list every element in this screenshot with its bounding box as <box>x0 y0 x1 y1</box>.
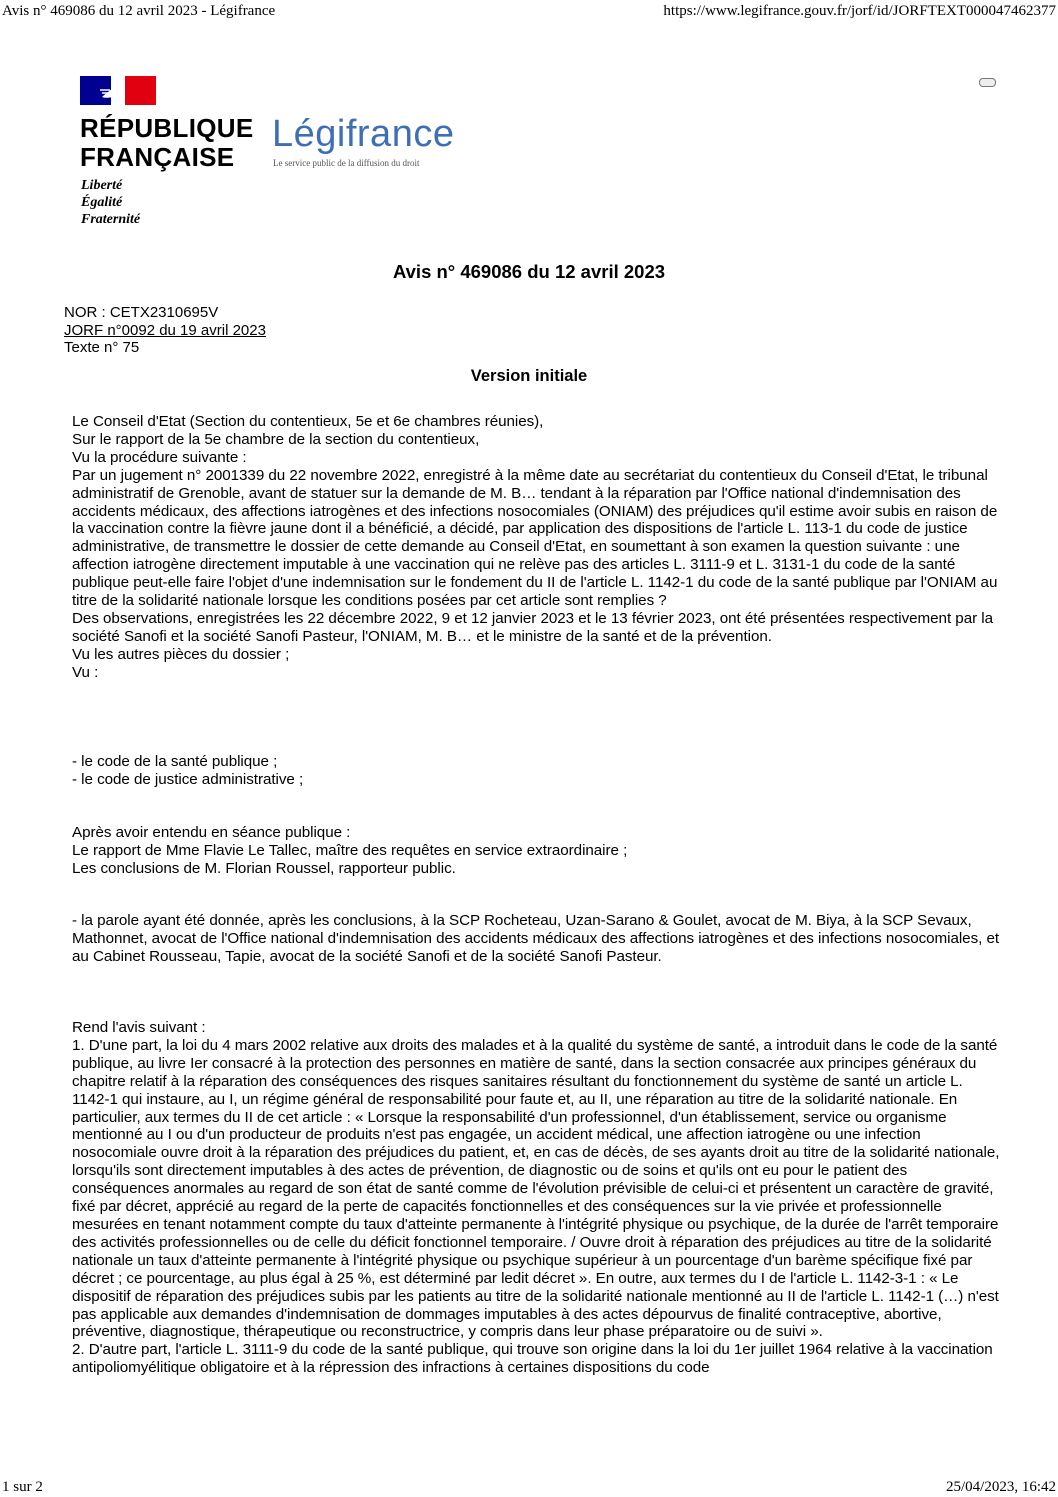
print-header-url[interactable]: https://www.legifrance.gouv.fr/jorf/id/JORFTEXT000047462377 <box>663 3 1056 19</box>
devise-liberte: Liberté <box>81 178 123 193</box>
devise-fraternite: Fraternité <box>81 212 141 227</box>
paragraph: Sur le rapport de la 5e chambre de la section du contentieux, <box>72 430 480 448</box>
section-parole <box>72 912 1002 966</box>
paragraph: Par un jugement n° 2001339 du 22 novembre 2022, enregistré à la même date au secrétariat du contentieux du Conseil d'Etat, le tribunal administratif de Grenoble, avant de statuer sur la demande de M. B… tendant à la réparation par l'Office national d'indemnisation des accidents médicaux, des affections iatrogènes et des infections nosocomiales (ONIAM) des préjudices qu'il estime avoir subis en raison de la vaccination contre la fièvre jaune dont il a bénéficié, a décidé, par application des dispositions de l'article L. 113-1 du code de justice administrative, de transmettre le dossier de cette demande au Conseil d'Etat, en soumettant à son examen la question suivante : une affection iatrogène directement imputable à une vaccination qui ne relève pas des articles L. 3111-9 et L. 3131-1 du code de la santé publique peut-elle faire l'objet d'une indemnisation sur le fondement du II de l'article L. 1142-1 du code de la santé publique par l'ONIAM au titre de la solidarité nationale lorsque les conditions posées par cet article sont remplies ? <box>72 466 998 610</box>
page-counter: 1 sur 2 <box>2 1479 43 1495</box>
paragraph: Vu : <box>72 663 99 681</box>
list-item: - le code de la santé publique ; <box>72 753 278 770</box>
print-timestamp: 25/04/2023, 16:42 <box>945 1479 1056 1495</box>
texte-number: Texte n° 75 <box>64 339 140 356</box>
paragraph: Les conclusions de M. Florian Roussel, rapporteur public. <box>72 859 456 877</box>
devise <box>81 177 140 228</box>
paragraph: - la parole ayant été donnée, après les conclusions, à la SCP Rocheteau, Uzan-Sarano & Goulet, avocat de M. Biya, à la SCP Sevaux, Mathonnet, avocat de l'Office national d'indemnisation des accidents médicaux des affections iatrogènes et des infections nosocomiales, et au Cabinet Rousseau, Tapie, avocat de la société Sanofi et de la société Sanofi Pasteur. <box>72 912 1000 965</box>
list-item: - le code de justice administrative ; <box>72 770 304 788</box>
section-intro <box>72 413 1002 682</box>
jorf-link[interactable]: JORF n°0092 du 19 avril 2023 <box>64 321 266 339</box>
paragraph: 2. D'autre part, l'article L. 3111-9 du code de la santé publique, qui trouve son origine dans la loi du 1er juillet 1964 relative à la vaccination antipoliomyélitique obligatoire et à la répression des infractions à certaines dispositions du code <box>72 1341 993 1377</box>
nor-reference: NOR : CETX2310695V <box>64 304 219 321</box>
paragraph: Le rapport de Mme Flavie Le Tallec, maître des requêtes en service extraordinaire ; <box>72 841 628 859</box>
legifrance-tagline: Le service public de la diffusion du droit <box>273 158 420 168</box>
republique-francaise-wordmark: RÉPUBLIQUE FRANÇAISE <box>80 113 254 172</box>
paragraph: Des observations, enregistrées les 22 décembre 2022, 9 et 12 janvier 2023 et le 13 février 2023, ont été présentées respectivement par la société Sanofi et la société Sanofi Pasteur, l'ONIAM, M. B… et le ministre de la santé et de la prévention. <box>72 609 993 645</box>
document-title: Avis n° 469086 du 12 avril 2023 <box>392 261 666 282</box>
legifrance-logo[interactable] <box>80 76 480 236</box>
paragraph: Après avoir entendu en séance publique : <box>72 824 351 841</box>
version-label: Version initiale <box>470 367 588 385</box>
document-meta <box>64 304 266 357</box>
toggle-pill-icon[interactable] <box>979 78 996 87</box>
paragraph: Vu les autres pièces du dossier ; <box>72 645 290 663</box>
print-header-title: Avis n° 469086 du 12 avril 2023 - Légifrance <box>2 3 276 19</box>
paragraph: Vu la procédure suivante : <box>72 448 247 466</box>
section-hearing <box>72 824 1002 878</box>
marianne-icon <box>98 81 132 101</box>
paragraph: 1. D'une part, la loi du 4 mars 2002 relative aux droits des malades et à la qualité du système de santé, a introduit dans le code de la santé publique, au livre Ier consacré à la protection des personnes en matière de santé, dans la section consacrée aux principes généraux du chapitre relatif à la réparation des conséquences des risques sanitaires résultant du fonctionnement du système de santé un article L. 1142-1 qui instaure, au I, un régime général de responsabilité pour faute et, au II, une réparation au titre de la solidarité nationale. En particulier, aux termes du II de cet article : « Lorsque la responsabilité d'un professionnel, d'un établissement, service ou organisme mentionné au I ou d'un producteur de produits n'est pas engagée, un accident médical, une affection iatrogène ou une infection nosocomiale ouvre droit à la réparation des préjudices du patient, et, en cas de décès, de ses ayants droit au titre de la solidarité nationale, lorsqu'ils sont directement imputables à des actes de prévention, de diagnostic ou de soins et qu'ils ont eu pour le patient des conséquences anormales au regard de son état de santé comme de l'évolution prévisible de celui-ci et présentent un caractère de gravité, fixé par décret, apprécié au regard de la perte de capacités fonctionnelles et des conséquences sur la vie privée et professionnelle mesurées en tenant notamment compte du taux d'atteinte permanente à l'intégrité physique ou psychique, de la durée de l'arrêt temporaire des activités professionnelles ou de celle du déficit fonctionnel temporaire. / Ouvre droit à réparation des préjudices au titre de la solidarité nationale un taux d'atteinte permanente à l'intégrité physique ou psychique supérieur à un pourcentage d'un barème spécifique fixé par décret ; ce pourcentage, au plus égal à 25 %, est déterminé par ledit décret ». En outre, aux termes du I de l'article L. 1142-3-1 : « Le dispositif de réparation des préjudices subis par les patients au titre de la solidarité nationale mentionné au II de l'article L. 1142-1 (…) n'est pas applicable aux demandes d'indemnisation de dommages imputables à des actes dépourvus de finalité contraceptive, abortive, préventive, diagnostique, thérapeutique ou reconstructrice, y compris dans leur phase préparatoire ou de suivi ». <box>72 1036 1000 1341</box>
section-avis <box>72 1019 1002 1377</box>
legifrance-wordmark: Légifrance <box>272 113 455 155</box>
section-codes <box>72 753 1002 789</box>
paragraph: Rend l'avis suivant : <box>72 1019 206 1036</box>
devise-egalite: Égalité <box>81 195 123 210</box>
paragraph: Le Conseil d'Etat (Section du contentieux, 5e et 6e chambres réunies), <box>72 413 544 430</box>
